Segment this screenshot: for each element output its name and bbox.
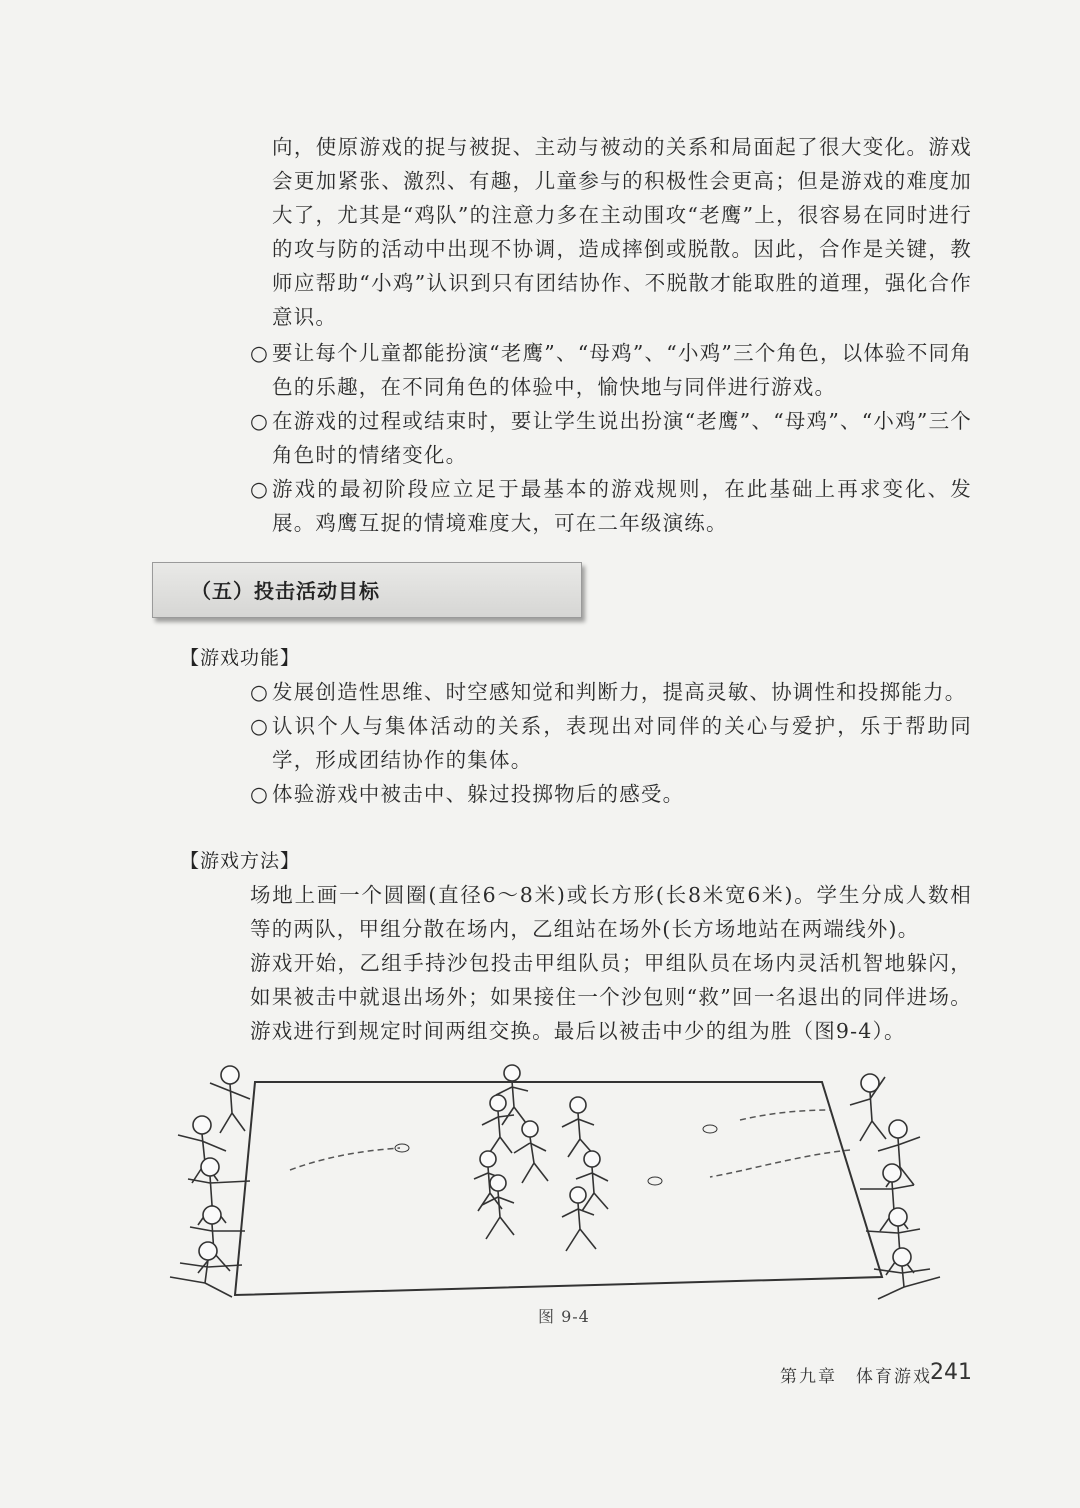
figure-dodgeball-illustration: [150, 1055, 970, 1310]
note-item: [250, 404, 972, 472]
note-text: 游戏的最初阶段应立足于最基本的游戏规则，在此基础上再求变化、发展。鸡鹰互捉的情境难度大，可在二年级演练。: [272, 477, 972, 535]
bullet-circle-icon: ○: [250, 341, 270, 365]
player-figure: [874, 1248, 940, 1299]
player-figure: [562, 1097, 594, 1157]
bullet-circle-icon: ○: [250, 782, 270, 806]
right-team-players: [850, 1074, 940, 1299]
note-item: [250, 336, 972, 404]
method-paragraph: 游戏开始，乙组手持沙包投击甲组队员；甲组队员在场内灵活机智地躲闪，如果被击中就退出场外；如果接住一个沙包则“救”回一名退出的同伴进场。游戏进行到规定时间两组交换。最后以被击中少的组为胜（图9-4）。: [250, 951, 972, 1043]
ball-trail: [740, 1110, 830, 1120]
intro-paragraph: 向，使原游戏的捉与被捉、主动与被动的关系和局面起了很大变化。游戏会更加紧张、激烈、有趣，儿童参与的积极性会更高；但是游戏的难度加大了，尤其是“鸡队”的注意力多在主动围攻“老鹰”上，很容易在同时进行的攻与防的活动中出现不协调，造成摔倒或脱散。因此，合作是关键，教师应帮助“小鸡”认识到只有团结协作、不脱散才能取胜的道理，强化合作意识。: [272, 135, 972, 329]
functions-list: [250, 675, 972, 811]
court-outline: [235, 1082, 882, 1295]
function-text: 发展创造性思维、时空感知觉和判断力，提高灵敏、协调性和投掷能力。: [272, 680, 967, 704]
section-title: （五）投击活动目标: [191, 579, 380, 603]
note-text: 要让每个儿童都能扮演“老鹰”、“母鸡”、“小鸡”三个角色，以体验不同角色的乐趣，在不同角色的体验中，愉快地与同伴进行游戏。: [272, 341, 972, 399]
section-heading-box: [152, 562, 582, 618]
sandbag-icon: [703, 1125, 717, 1133]
method-label: 【游戏方法】: [180, 850, 301, 872]
player-figure: [190, 1206, 245, 1273]
player-figure: [170, 1242, 242, 1297]
sandbag-icon: [648, 1177, 662, 1185]
bullet-circle-icon: ○: [250, 477, 270, 501]
function-item: [250, 675, 972, 709]
footer-chapter: 第九章 体育游戏: [780, 1367, 932, 1387]
function-text: 认识个人与集体活动的关系，表现出对同伴的关心与爱护，乐于帮助同学，形成团结协作的集体。: [272, 714, 972, 772]
bullet-circle-icon: ○: [250, 409, 270, 433]
notes-list: [250, 336, 972, 540]
player-figure: [178, 1116, 226, 1183]
player-figure: [866, 1208, 920, 1275]
player-figure: [482, 1095, 514, 1155]
function-item: [250, 777, 972, 811]
bullet-circle-icon: ○: [250, 714, 270, 738]
ball-trail: [710, 1150, 850, 1177]
function-text: 体验游戏中被击中、躲过投掷物后的感受。: [272, 782, 685, 806]
note-item: [250, 472, 972, 540]
player-figure: [514, 1121, 548, 1183]
player-figure: [482, 1175, 514, 1239]
note-text: 在游戏的过程或结束时，要让学生说出扮演“老鹰”、“母鸡”、“小鸡”三个角色时的情绪变化。: [272, 409, 972, 467]
player-figure: [210, 1066, 250, 1133]
page-number: 241: [930, 1360, 972, 1385]
center-team-players: [474, 1065, 608, 1251]
method-paragraph: 场地上画一个圆圈(直径6～8米)或长方形(长8米宽6米)。学生分成人数相等的两队，甲组分散在场内，乙组站在场外(长方场地站在两端线外)。: [250, 883, 972, 941]
bullet-circle-icon: ○: [250, 680, 270, 704]
figure-caption: 图 9-4: [538, 1307, 590, 1326]
method-text: [250, 878, 972, 1048]
player-figure: [850, 1074, 886, 1141]
sandbag-icon: [395, 1144, 409, 1152]
function-item: [250, 709, 972, 777]
ball-trail: [290, 1148, 400, 1170]
function-label: 【游戏功能】: [180, 647, 301, 669]
